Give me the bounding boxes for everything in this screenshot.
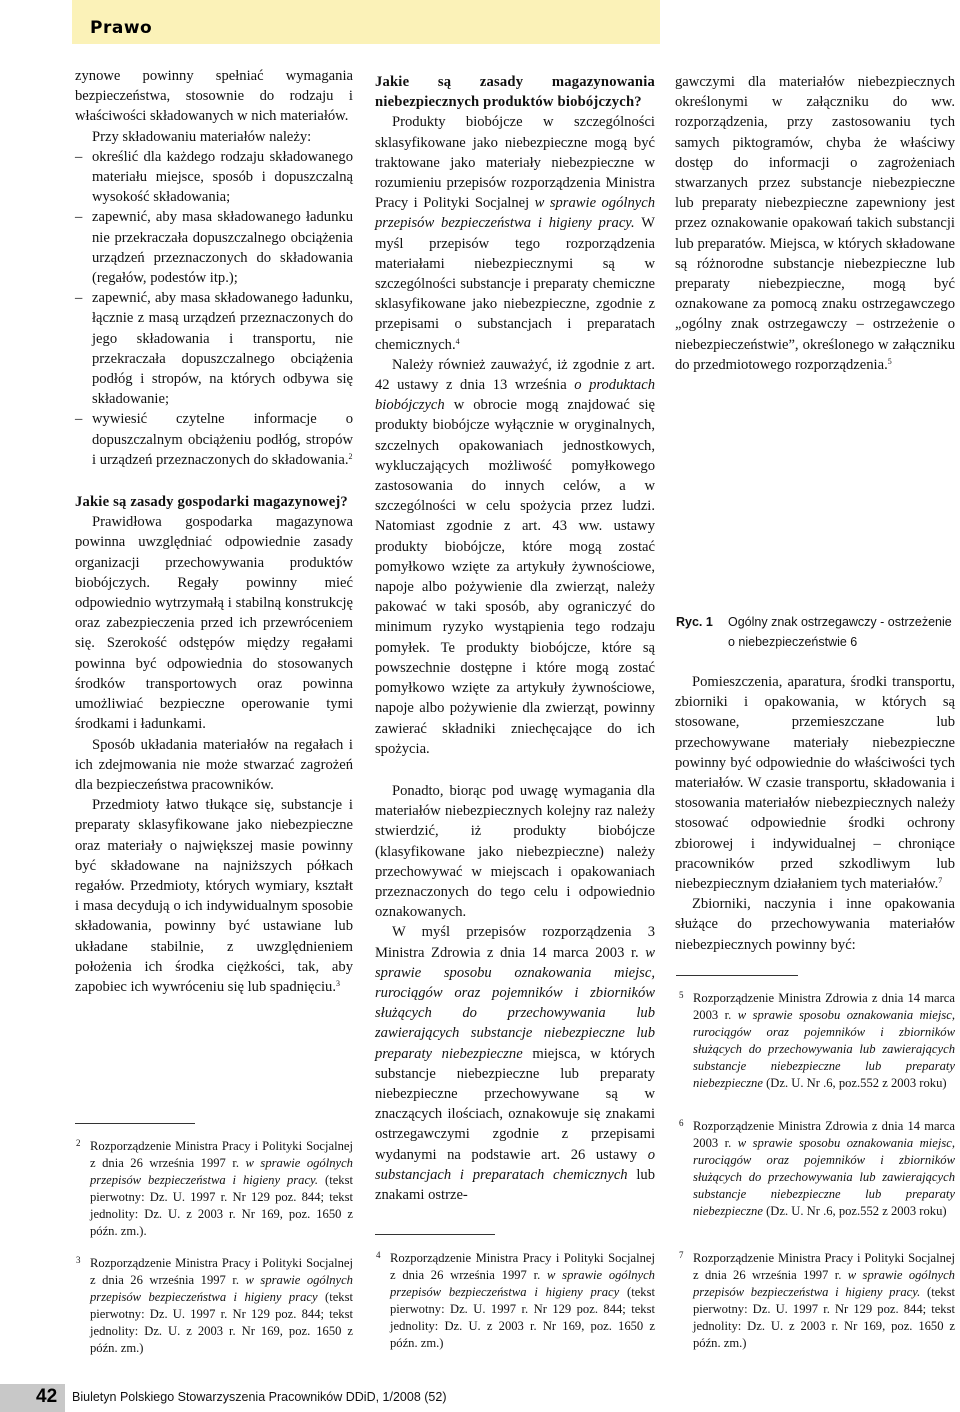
footnote-ref: 2 [348,451,353,461]
list-item: – zapewnić, aby masa składowanego ładunku nie przekraczała dopuszczalnego obciążenia urządzeń przeznaczonych do składowania (regałów, podestów itp.); [75,207,353,288]
paragraph: Sposób układania materiałów na regałach i ich zdejmowania nie może stwarzać zagrożeń dla bezpieczeństwa pracowników. [75,736,353,793]
footnote: 6 Rozporządzenie Ministra Zdrowia z dnia 14 marca 2003 r. w sprawie sposobu oznakowania miejsc, rurociągów oraz pojemników i zbiorników służących do przechowywania lub zawierających substancje niebezpieczne lub preparaty niebezpieczne (Dz. U. Nr .6, poz.552 z 2003 roku) [679,1118,955,1218]
paragraph: Przedmioty łatwo tłukące się, substancje i preparaty sklasyfikowane jako niebezpieczne oraz materiały o największej masie powinny być składowane na najniższych półkach regałów. Przedmioty, których wymiary, kształt i masa decydują o ich indywidualnym sposobie składowania, powinny być ustawiane lub układane stabilnie, z uwzględnieniem położenia ich środka ciężkości, tak, aby zapobiec ich wywróceniu się lub spadnięciu.$^3$ [75,797,353,995]
section-header-band [72,0,660,44]
paragraph: Zbiorniki, naczynia i inne opakowania służące do przechowywania materiałów niebezpiecznych powinny być: [675,896,955,953]
column-2 [375,72,655,1205]
paragraph: Pomieszczenia, aparatura, środki transportu, zbiorniki i opakowania, w których są stosowane, przemieszczane lub przechowywane materiały niebezpieczne powinny być odpowiednie do właściwości tych materiałów. W czasie transportu, składowania i stosowania materiałów niebezpiecznych należy stosować odpowiednie środki ochrony zbiorowej i indywidualnej – chroniące pracowników przed szkodliwym lub niebezpiecznym działaniem tych materiałów.$^7$ [675,674,955,893]
footnote-ref: 3 [335,978,340,988]
footnote-rule [75,1123,195,1124]
paragraph: zynowe powinny spełniać wymagania bezpieczeństwa, stosownie do rodzaju i właściwości składowanych w nich materiałów. [75,68,353,125]
column-3-lower [675,672,955,955]
footnote-ref: 4 [455,336,460,346]
footnote-ref: 7 [938,876,943,886]
footnote: 7 Rozporządzenie Ministra Pracy i Polityki Socjalnej z dnia 26 września 1997 r. w sprawie ogólnych przepisów bezpieczeństwa i higieny pracy. (tekst pierwotny: Dz. U. 1997 r. Nr 129 poz. 844; tekst jednolity: Dz. U. z 2003 r. Nr 169, poz. 1650 z późn. zm.) [679,1250,955,1350]
footnote: 5 Rozporządzenie Ministra Zdrowia z dnia 14 marca 2003 r. w sprawie sposobu oznakowania miejsc, rurociągów oraz pojemników i zbiorników służących do przechowywania lub zawierających substancje niebezpieczne lub preparaty niebezpieczne (Dz. U. Nr .6, poz.552 z 2003 roku) [679,990,955,1090]
footnote: 2 Rozporządzenie Ministra Pracy i Polityki Socjalnej z dnia 26 września 1997 r. w sprawie ogólnych przepisów bezpieczeństwa i higieny pracy. (tekst pierwotny: Dz. U. 1997 r. Nr 129 poz. 844; tekst jednolity: Dz. U. z 2003 r. Nr 169, poz. 1650 z późn. zm.). [76,1138,353,1238]
paragraph: Prawidłowa gospodarka magazynowa powinna uwzględniać odpowiednie zasady organizacji przechowywania produktów biobójczych. Regały powinny mieć odpowiednio wytrzymałą i stabilną konstrukcję oraz zabezpieczenia przed ich przewróceniem się. Szerokość odstępów między regałami powinna być odpowiednia do stosowanych środków transportowych oraz powinna umożliwiać bezpieczne operowanie tymi środkami i ładunkami. [75,514,353,733]
figure-caption-text: Ogólny znak ostrzegawczy - ostrzeżenie o niebezpieczeństwie 6 [728,615,952,649]
footnote-ref: 5 [887,356,892,366]
column-3 [675,72,955,375]
paragraph: Produkty biobójcze w szczególności sklasyfikowane jako niebezpieczne mogą być traktowane jako materiały niebezpieczne w rozumieniu przepisów rozporządzenia Ministra Pracy i Polityki Socjalnej w sprawie ogólnych przepisów bezpieczeństwa i higieny pracy. W myśl przepisów tego rozporządzenia materiałami niebezpiecznymi są w szczególności substancje i preparaty chemiczne sklasyfikowane jako niebezpieczne, zgodnie z przepisami o substancjach i preparatach chemicznych.$^4$ [375,114,655,353]
column-1 [75,66,353,997]
figure-caption [676,612,956,652]
footnote-rule [676,975,798,976]
figure-label: Ryc. 1 [676,615,713,629]
paragraph: gawczymi dla materiałów niebezpiecznych określonymi w załączniku do ww. rozporządzenia, przy zastosowaniu tych samych piktogramów, chyba że właściwy dostęp do informacji o zagrożeniach stwarzanych przez substancje niebezpieczne lub preparaty niebezpieczne zapewniony jest przez oznakowanie opakowań takich substancji lub preparatów. Miejsca, w których składowane są różnorodne substancje niebezpieczne lub preparaty niebezpieczne, mogą być oznakowane za pomocą znaku ostrzegawczego „ogólny znak ostrzegawczy – ostrzeżenie o niebezpieczeństwie”, określonego w załączniku do przedmiotowego rozporządzenia.$^5$ [675,74,955,373]
list-item: – zapewnić, aby masa składowanego ładunku, łącznie z masą urządzeń przeznaczonych do jego składowania i transportu, nie przekraczała dopuszczalnego obciążenia podłóg i stropów, na których odbywa się składowanie; [75,288,353,409]
section-heading: Jakie są zasady magazynowania niebezpiecznych produktów biobójczych? [375,74,655,111]
paragraph: W myśl przepisów rozporządzenia 3 Ministra Zdrowia z dnia 14 marca 2003 r. w sprawie sposobu oznakowania miejsc, rurociągów oraz pojemników i zbiorników służących do przechowywania lub zawierających substancje niebezpieczne lub preparaty niebezpieczne miejsca, w których substancje niebezpieczne lub preparaty niebezpieczne przechowywane są w znaczących ilościach, oznakowuje się znakami ostrzegawczymi zgodnie z przepisami wydanymi na podstawie art. 26 ustawy o substancjach i preparatach chemicznych lub znakami ostrze- [375,924,655,1203]
section-heading: Jakie są zasady gospodarki magazynowej? [75,494,348,511]
journal-footer: Biuletyn Polskiego Stowarzyszenia Pracowników DDiD, 1/2008 (52) [72,1390,447,1404]
section-title: Prawo [90,18,153,38]
footnote: 4 Rozporządzenie Ministra Pracy i Polityki Socjalnej z dnia 26 września 1997 r. w sprawie ogólnych przepisów bezpieczeństwa i higieny pracy (tekst pierwotny: Dz. U. 1997 r. Nr 129 poz. 844; tekst jednolity: Dz. U. z 2003 r. Nr 169, poz. 1650 z późn. zm.) [376,1250,655,1350]
list-item: – określić dla każdego rodzaju składowanego materiału miejsce, sposób i dopuszczalną wysokość składowania; [75,147,353,208]
paragraph: Przy składowaniu materiałów należy: [92,128,312,145]
list-item: – wywiesić czytelne informacje o dopuszczalnym obciążeniu podłóg, stropów i urządzeń przeznaczonych do składowania.$^2$ [75,409,353,470]
page-number: 42 [36,1386,58,1407]
paragraph: Ponadto, biorąc pod uwagę wymagania dla materiałów niebezpiecznych kolejny raz należy stwierdzić, iż produkty biobójcze (klasyfikowane jako niebezpieczne) należy przechowywać w miejscach i opakowaniach przeznaczonych do tego celu i odpowiednio oznakowanych. [375,782,655,921]
paragraph: Należy również zauważyć, iż zgodnie z art. 42 ustawy z dnia 13 września o produktach biobójczych w obrocie mogą znajdować się produkty biobójcze wyłącznie w oryginalnych, szczelnych opakowaniach jednostkowych, wykluczających możliwość pomyłkowego zastosowania do innych celów, a w szczególności w celu spożycia przez ludzi. Natomiast zgodnie z art. 43 ww. ustawy produkty biobójcze, które mogą zostać pomyłkowo wzięte za artykuły żywnościowe, napoje albo pożywienie dla zwierząt, należy pakować w taki sposób, aby ograniczyć do minimum ryzyko wystąpienia tego rodzaju pomyłek. Te produkty biobójcze, które są powszechnie dostępne i które mogą zostać pomyłkowo wzięte za artykuły żywnościowe, napoje albo pożywienie dla zwierząt, powinny zawierać składniki zniechęcające do ich spożycia. [375,356,655,757]
footnote: 3 Rozporządzenie Ministra Pracy i Polityki Socjalnej z dnia 26 września 1997 r. w sprawie ogólnych przepisów bezpieczeństwa i higieny pracy (tekst pierwotny: Dz. U. 1997 r. Nr 129 poz. 844; tekst jednolity: Dz. U. z 2003 r. Nr 169, poz. 1650 z późn. zm.) [76,1255,353,1355]
footnote-rule [375,1234,495,1235]
